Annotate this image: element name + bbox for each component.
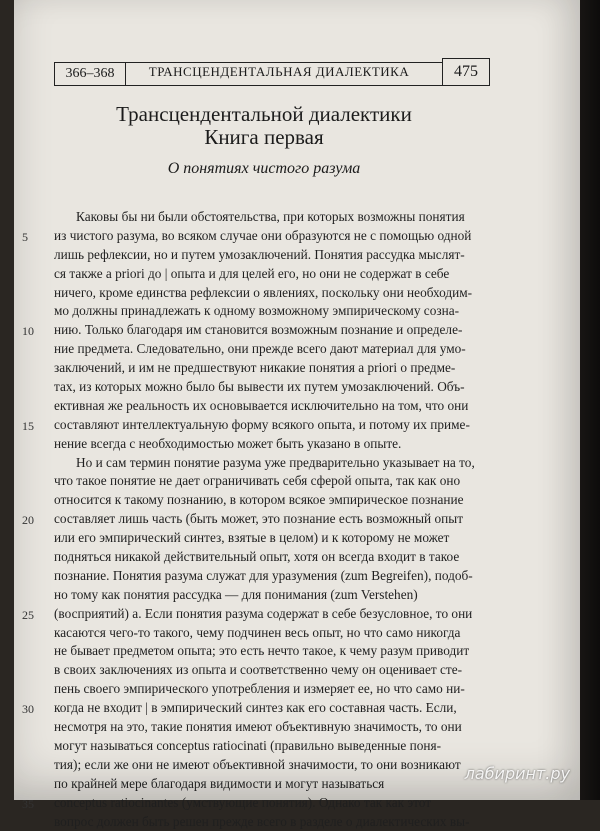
text-line: ективная же реальность их основывается исключительно на том, что они: [54, 397, 498, 416]
text-line: тия); если же они не имеют объективной значимости, то они возникают: [54, 756, 498, 775]
text-line: нию. Только благодаря им становится возможным познание и определе-: [54, 321, 498, 340]
line-number: 25: [22, 608, 34, 623]
line-number: 35: [22, 797, 34, 812]
text-line: по крайней мере благодаря видимости и могут называться: [54, 775, 498, 794]
body-text: [54, 208, 498, 831]
text-line: Каковы бы ни были обстоятельства, при которых возможны понятия: [54, 208, 498, 227]
text-line: нение всегда с необходимостью может быть указано в опыте.: [54, 435, 498, 454]
text-line: но тому как понятия рассудка — для понимания (zum Verstehen): [54, 586, 498, 605]
line-number: 30: [22, 702, 34, 717]
text-line: когда не входит | в эмпирический синтез как его составная часть. Если,: [54, 699, 498, 718]
text-line: мо должны принадлежать к одному возможному эмпирическому созна-: [54, 302, 498, 321]
text-line: касаются чего-то такого, чему подчинен весь опыт, но что само никогда: [54, 624, 498, 643]
text-line: в своих заключениях из опыта и соответственно чему он оценивает сте-: [54, 661, 498, 680]
text-line: не бывает предметом опыта; это есть нечто такое, к чему разум приводит: [54, 642, 498, 661]
running-header: [54, 62, 490, 86]
text-line: ничего, кроме единства рефлексии о явлениях, поскольку они необходим-: [54, 284, 498, 303]
line-number: 5: [22, 230, 28, 245]
section-title-line-2: Книга первая: [84, 126, 444, 149]
section-title-line-1: Трансцендентальной диалектики: [84, 103, 444, 126]
text-line: подняться никакой действительный опыт, хотя он всегда входит в такое: [54, 548, 498, 567]
text-line: заключений, и им не предшествуют никакие понятия a priori о предме-: [54, 359, 498, 378]
text-line: пень своего эмпирического употребления и измеряет ее, но что само ни-: [54, 680, 498, 699]
text-line: вопрос должен быть решен прежде всего в разделе о диалектических вы-: [54, 813, 498, 831]
text-line: (восприятий) a. Если понятия разума содержат в себе безусловное, то они: [54, 605, 498, 624]
line-number: 10: [22, 324, 34, 339]
text-line: несмотря на это, такие понятия имеют объективную значимость, то они: [54, 718, 498, 737]
line-number: 20: [22, 513, 34, 528]
watermark: лабиринт.ру: [465, 764, 570, 783]
text-line: познание. Понятия разума служат для уразумения (zum Begreifen), подоб-: [54, 567, 498, 586]
text-line: лишь рефлексии, но и путем умозаключений. Понятия рассудка мыслят-: [54, 246, 498, 265]
text-line: составляют интеллектуальную форму всякого опыта, и потому их приме-: [54, 416, 498, 435]
text-line: относится к такому познанию, в котором всякое эмпирическое познание: [54, 491, 498, 510]
chapter-subtitle: О понятиях чистого разума: [84, 160, 444, 178]
page-number: 475: [442, 58, 490, 86]
text-line: из чистого разума, во всяком случае они образуются не с помощью одной: [54, 227, 498, 246]
header-title: ТРАНСЦЕНДЕНТАЛЬНАЯ ДИАЛЕКТИКА: [144, 64, 414, 80]
text-line: или его эмпирический синтез, взятые в целом) и к которому не может: [54, 529, 498, 548]
text-line: могут называться conceptus ratiocinati (правильно выведенные поня-: [54, 737, 498, 756]
book-page: [14, 0, 580, 800]
text-line: ся также a priori до | опыта и для целей его, но они не содержат в себе: [54, 265, 498, 284]
section-title: [84, 103, 444, 149]
line-number: 15: [22, 419, 34, 434]
text-line: тах, из которых можно было бы вывести их путем умозаключений. Объ-: [54, 378, 498, 397]
text-line: conceptus ratiocinantes (умствующие понятия). Однако так как этот: [54, 794, 498, 813]
text-line: Но и сам термин понятие разума уже предварительно указывает на то,: [54, 454, 498, 473]
text-line: что такое понятие не дает ограничивать себя сферой опыта, так как оно: [54, 472, 498, 491]
header-page-range: 366–368: [54, 62, 126, 86]
text-line: составляет лишь часть (быть может, это познание есть возможный опыт: [54, 510, 498, 529]
text-line: ние предмета. Следовательно, они прежде всего дают материал для умо-: [54, 340, 498, 359]
